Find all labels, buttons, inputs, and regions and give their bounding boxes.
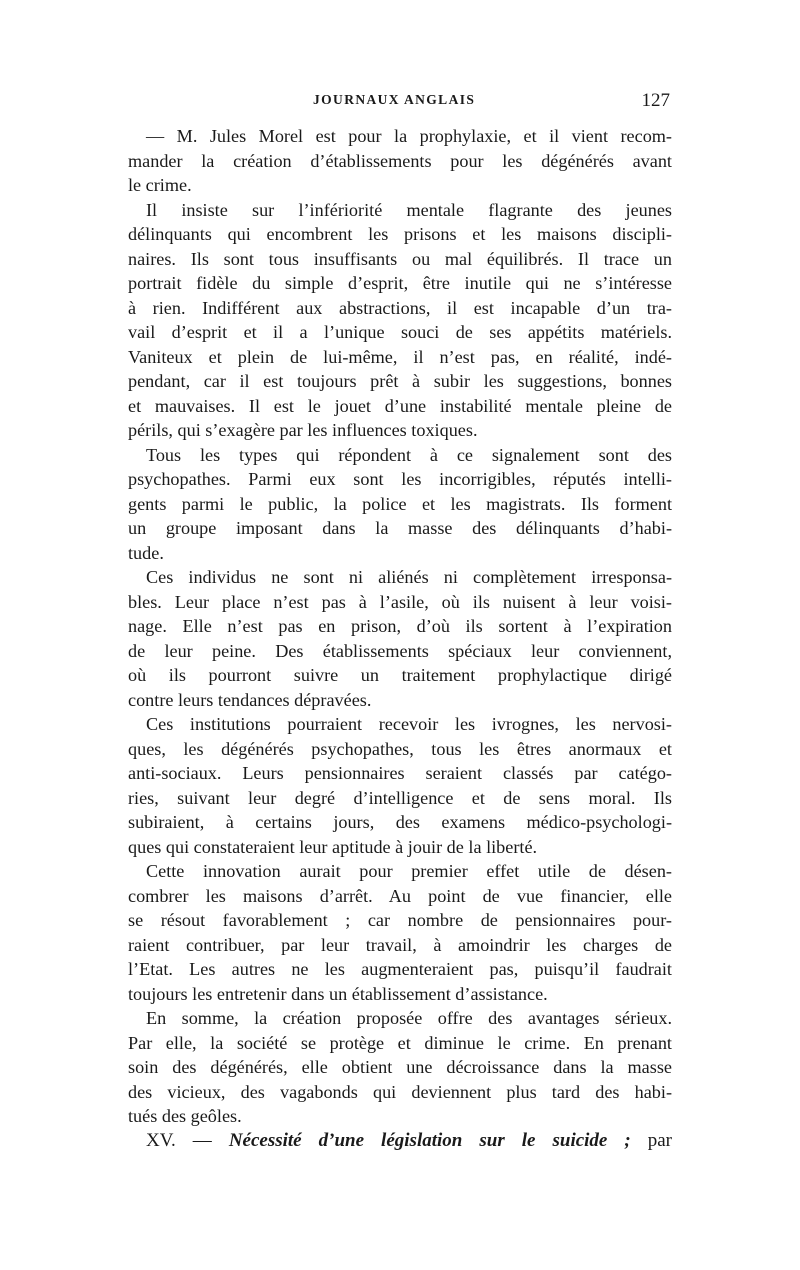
text-line: Par elle, la société se protège et diminue le crime. En prenant [128, 1032, 672, 1053]
text-line: ques, les dégénérés psychopathes, tous les êtres anormaux et [128, 738, 672, 759]
text-line: des vicieux, des vagabonds qui deviennent plus tard des habi- [128, 1081, 672, 1102]
text-line: combrer les maisons d’arrêt. Au point de vue financier, elle [128, 885, 672, 906]
text-line: toujours les entretenir dans un établissement d’assistance. [128, 983, 548, 1004]
text-line: ques qui constateraient leur aptitude à jouir de la liberté. [128, 836, 538, 857]
text-line: l’Etat. Les autres ne les augmenteraient pas, puisqu’il faudrait [128, 959, 672, 979]
text-line: contre leurs tendances dépravées. [128, 689, 372, 710]
text-line: un groupe imposant dans la masse des délinquants d’habi- [128, 518, 672, 538]
page-body [128, 124, 672, 1153]
text-line: soin des dégénérés, elle obtient une décroissance dans la masse [128, 1057, 672, 1077]
text-line: Il insiste sur l’infériorité mentale flagrante des jeunes [146, 199, 672, 220]
section-dash: — [192, 1129, 212, 1151]
text-line: périls, qui s’exagère par les influences toxiques. [128, 420, 478, 440]
text-line: — M. Jules Morel est pour la prophylaxie, et il vient recom- [146, 126, 672, 146]
text-line: le crime. [128, 175, 192, 195]
text-line: anti-sociaux. Leurs pensionnaires seraient classés par catégo- [128, 763, 672, 783]
text-line: En somme, la création proposée offre des avantages sérieux. [146, 1008, 672, 1028]
text-line: et mauvaises. Il est le jouet d’une instabilité mentale pleine de [128, 395, 672, 416]
running-head [128, 90, 672, 116]
text-line: portrait fidèle du simple d’esprit, être inutile qui ne s’intéresse [128, 273, 672, 293]
text-line: pendant, car il est toujours prêt à subir les suggestions, bonnes [128, 371, 672, 391]
text-line: subiraient, à certains jours, des examens médico-psychologi- [128, 812, 672, 832]
text-line: naires. Ils sont tous insuffisants ou mal équilibrés. Il trace un [128, 248, 672, 269]
text-line: bles. Leur place n’est pas à l’asile, où ils nuisent à leur voisi- [128, 591, 672, 612]
text-line: Cette innovation aurait pour premier effet utile de désen- [146, 861, 672, 881]
page-number: 127 [641, 90, 670, 111]
text-line: psychopathes. Parmi eux sont les incorrigibles, réputés intelli- [128, 469, 672, 489]
section-trailing-word: par [647, 1129, 673, 1151]
text-line: Vaniteux et plein de lui-même, il n’est pas, en réalité, indé- [128, 346, 672, 367]
text-line: à rien. Indifférent aux abstractions, il est incapable d’un tra- [128, 297, 672, 318]
text-line: raient contribuer, par leur travail, à amoindrir les charges de [128, 934, 672, 955]
text-line: tués des geôles. [128, 1106, 242, 1126]
section-number: XV. [146, 1129, 176, 1151]
text-line: se résout favorablement ; car nombre de pensionnaires pour- [128, 910, 672, 930]
running-title: JOURNAUX ANGLAIS [313, 92, 476, 107]
text-line: vail d’esprit et il a l’unique souci de ses appétits matériels. [128, 322, 672, 342]
text-line: où ils pourront suivre un traitement prophylactique dirigé [128, 665, 672, 685]
book-page [128, 0, 672, 1270]
text-line: Ces individus ne sont ni aliénés ni complètement irresponsa- [146, 567, 672, 587]
text-line: mander la création d’établissements pour les dégénérés avant [128, 150, 672, 171]
text-line: Tous les types qui répondent à ce signalement sont des [146, 444, 672, 465]
section-title: Nécessité d’une législation sur le suicide ; [228, 1129, 631, 1151]
section-heading-line [128, 1129, 672, 1154]
text-line: Ces institutions pourraient recevoir les ivrognes, les nervosi- [146, 714, 672, 734]
text-line: délinquants qui encombrent les prisons et les maisons discipli- [128, 224, 672, 244]
text-line: ries, suivant leur degré d’intelligence et de sens moral. Ils [128, 787, 672, 808]
text-line: tude. [128, 542, 164, 563]
text-line: de leur peine. Des établissements spéciaux leur conviennent, [128, 640, 672, 661]
text-line: nage. Elle n’est pas en prison, d’où ils sortent à l’expiration [128, 616, 672, 636]
text-line: gents parmi le public, la police et les magistrats. Ils forment [128, 493, 672, 514]
